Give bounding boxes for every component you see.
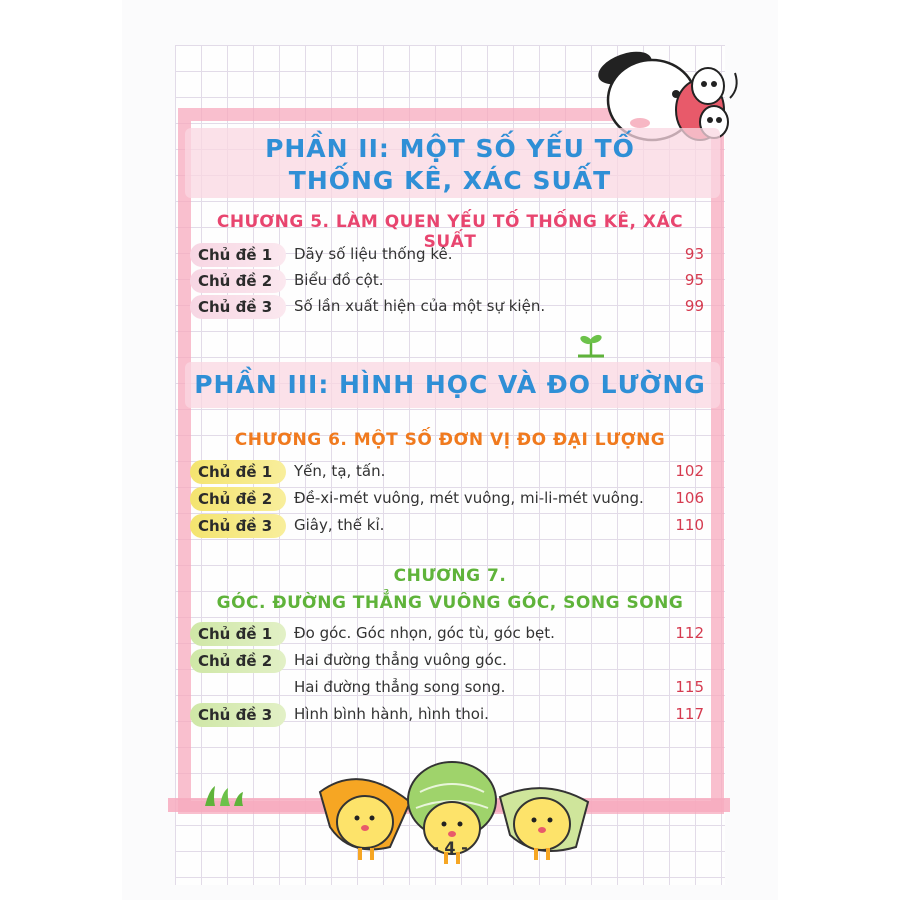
toc-row[interactable] <box>190 649 710 675</box>
topic-title: Hình bình hành, hình thoi. <box>294 705 489 723</box>
topic-badge: Chủ đề 2 <box>190 269 286 293</box>
topic-title: Yến, tạ, tấn. <box>294 462 386 480</box>
chapter7-title-line1: CHƯƠNG 7. <box>393 566 507 586</box>
page-number: 112 <box>675 624 704 642</box>
part2-title-line2: THỐNG KÊ, XÁC SUẤT <box>288 166 612 195</box>
topic-badge: Chủ đề 3 <box>190 295 286 319</box>
toc-row[interactable] <box>190 703 710 729</box>
topic-title: Đo góc. Góc nhọn, góc tù, góc bẹt. <box>294 624 555 642</box>
toc-row[interactable] <box>190 514 710 540</box>
toc-row[interactable] <box>190 676 710 702</box>
page-number: 106 <box>675 489 704 507</box>
topic-title: Giây, thế kỉ. <box>294 516 385 534</box>
topic-title: Biểu đồ cột. <box>294 271 384 289</box>
topic-badge: Chủ đề 1 <box>190 460 286 484</box>
chapter7-title-line2: GÓC. ĐƯỜNG THẲNG VUÔNG GÓC, SONG SONG <box>216 593 684 613</box>
toc-row[interactable] <box>190 622 710 648</box>
topic-title: Số lần xuất hiện của một sự kiện. <box>294 297 546 315</box>
page-number-footer: - 4 - <box>432 838 468 857</box>
topic-badge: Chủ đề 1 <box>190 243 286 267</box>
toc-row[interactable] <box>190 487 710 513</box>
topic-title: Hai đường thẳng vuông góc. <box>294 651 507 669</box>
page-number: 117 <box>675 705 704 723</box>
toc-row[interactable] <box>190 269 710 295</box>
topic-badge: Chủ đề 1 <box>190 622 286 646</box>
topic-badge: Chủ đề 2 <box>190 649 286 673</box>
topic-badge: Chủ đề 3 <box>190 514 286 538</box>
topic-badge: Chủ đề 3 <box>190 703 286 727</box>
topic-badge: Chủ đề 2 <box>190 487 286 511</box>
part2-title-line1: PHẦN II: MỘT SỐ YẾU TỐ <box>265 134 635 163</box>
chapter5-title: CHƯƠNG 5. LÀM QUEN YẾU TỐ THỐNG KÊ, XÁC SUẤT <box>216 212 684 252</box>
topic-title: Dãy số liệu thống kê. <box>294 245 453 263</box>
page-number: 102 <box>675 462 704 480</box>
chapter6-title: CHƯƠNG 6. MỘT SỐ ĐƠN VỊ ĐO ĐẠI LƯỢNG <box>234 430 666 450</box>
grass-icon <box>200 780 255 810</box>
topic-title: Hai đường thẳng song song. <box>294 678 506 696</box>
page-number: 115 <box>675 678 704 696</box>
toc-row[interactable] <box>190 295 710 321</box>
sprout-icon <box>576 330 606 358</box>
part3-title: PHẦN III: HÌNH HỌC VÀ ĐO LƯỜNG <box>194 370 706 399</box>
page-number: 93 <box>684 245 704 263</box>
topic-title: Đề-xi-mét vuông, mét vuông, mi-li-mét vuông. <box>294 489 644 507</box>
page-number: 95 <box>684 271 704 289</box>
toc-row[interactable] <box>190 460 710 486</box>
page-number: 110 <box>675 516 704 534</box>
page-number: 99 <box>684 297 704 315</box>
toc-row[interactable] <box>190 243 710 269</box>
